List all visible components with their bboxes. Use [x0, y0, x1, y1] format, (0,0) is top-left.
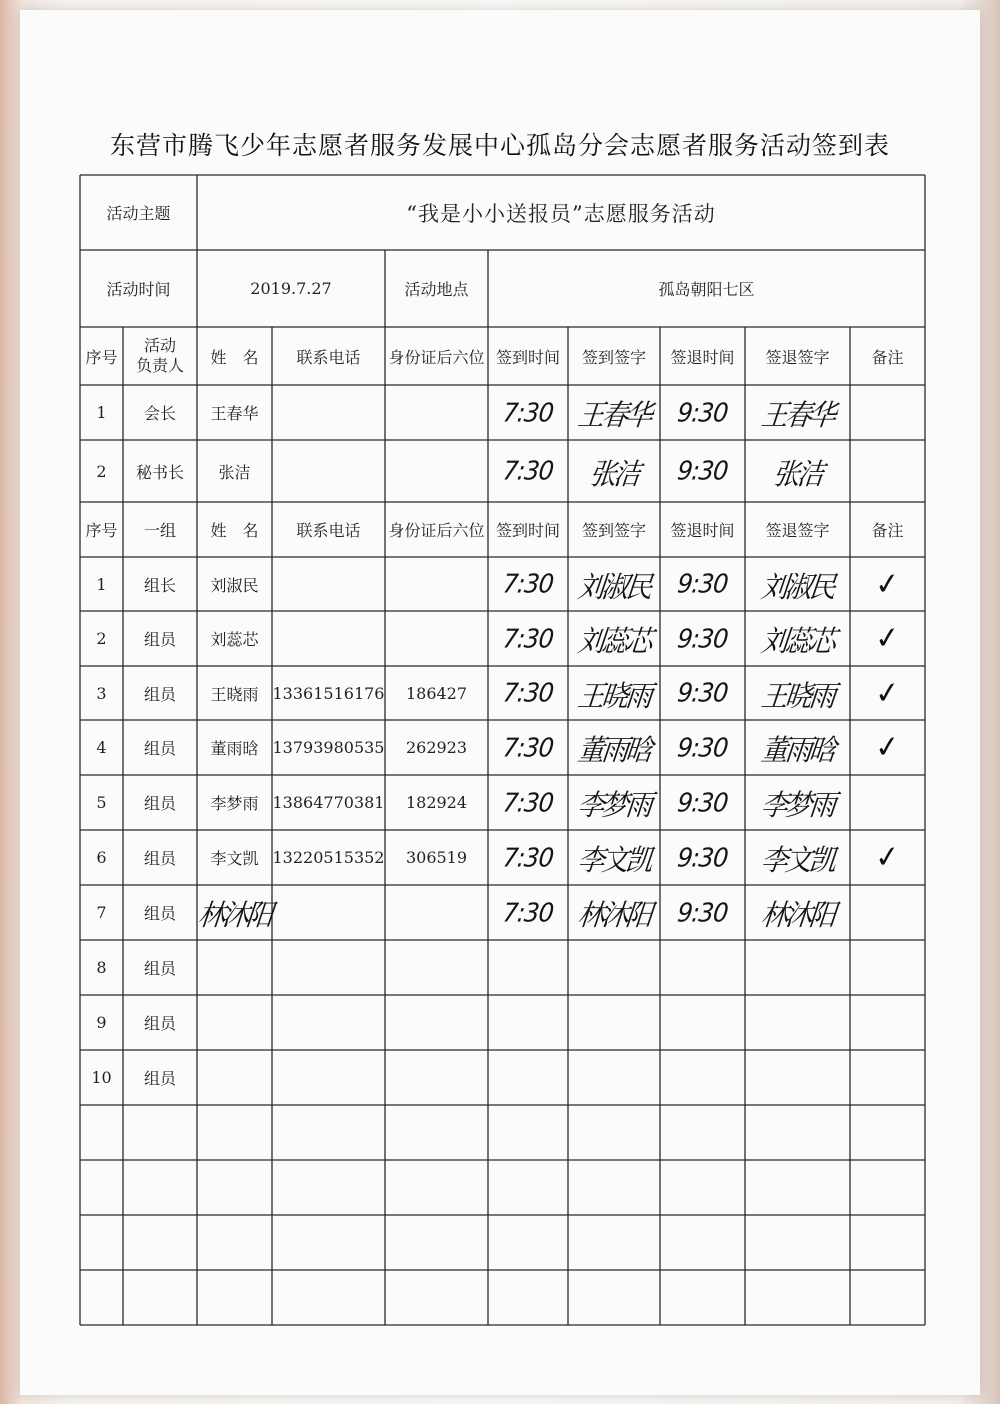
member-sign-out-signature: [742, 1158, 853, 1217]
member-sign-in-signature: [565, 1158, 663, 1217]
member-role: 组员: [143, 959, 176, 978]
member-sign-in-time: [485, 1158, 571, 1217]
member-sign-in-time: 7:30: [501, 623, 555, 654]
member-sign-out-time: 9:30: [675, 732, 730, 763]
member-id-last-six: [385, 1160, 488, 1215]
member-phone: 13361516176: [272, 683, 385, 703]
member-sign-out-time: 9:30: [675, 568, 730, 600]
member-sign-out-signature: [742, 1048, 853, 1107]
theme-label: 活动主题: [106, 204, 171, 223]
place-value: 孤岛朝阳七区: [658, 280, 755, 299]
group-header-name: 姓 名: [210, 521, 259, 540]
member-sign-in-time: [485, 993, 571, 1052]
member-no: 2: [96, 629, 107, 648]
leader-header-id-last-six: 身份证后六位: [388, 347, 485, 367]
member-sign-in-signature: [565, 1048, 663, 1107]
member-sign-in-signature: 董雨晗: [575, 734, 652, 768]
member-sign-out-signature: [742, 993, 853, 1052]
member-name: [197, 1270, 272, 1325]
group-header-role: 一组: [143, 521, 176, 540]
group-header-sign-out-time: 签退时间: [670, 521, 735, 540]
leader-id-last-six: [385, 385, 488, 440]
member-name: 刘淑民: [210, 575, 259, 595]
leader-role: 秘书长: [135, 462, 184, 482]
member-phone: [272, 557, 385, 611]
member-id-last-six: 262923: [405, 738, 468, 757]
member-role: [123, 1215, 197, 1270]
member-phone: [272, 1160, 385, 1215]
member-name: [197, 1215, 272, 1270]
member-phone: [272, 611, 385, 666]
member-name: 王晓雨: [210, 684, 259, 704]
leader-header-note: 备注: [871, 347, 904, 367]
member-role: 组员: [143, 630, 176, 649]
page-title: 东营市腾飞少年志愿者服务发展中心孤岛分会志愿者服务活动签到表: [109, 131, 890, 160]
group-header-sign-in-time: 签到时间: [495, 521, 560, 540]
leader-sign-out-time: 9:30: [675, 397, 730, 428]
member-sign-in-signature: 王晓雨: [575, 679, 652, 713]
member-note: ✓: [873, 728, 902, 767]
member-sign-out-signature: [742, 1213, 853, 1272]
group-header-id-last-six: 身份证后六位: [388, 521, 485, 540]
time-label: 活动时间: [106, 280, 171, 299]
group-header-phone: 联系电话: [296, 521, 361, 540]
member-id-last-six: [385, 1105, 488, 1160]
member-sign-out-signature: 董雨晗: [759, 734, 835, 768]
member-sign-in-signature: [565, 1268, 663, 1327]
member-sign-in-signature: 刘蕊芯: [575, 625, 652, 659]
member-sign-in-signature: 李梦雨: [575, 789, 652, 823]
leader-header-name: 姓 名: [210, 347, 259, 367]
theme-value: “我是小小送报员”志愿服务活动: [406, 201, 716, 226]
member-role: 组员: [143, 849, 176, 868]
member-id-last-six: [385, 885, 488, 940]
member-note: [847, 991, 927, 1054]
member-sign-in-time: 7:30: [501, 842, 555, 873]
member-name: [197, 1105, 272, 1160]
group-header-sign-in-signature: 签到签字: [581, 521, 646, 540]
member-note: [847, 1046, 927, 1109]
member-id-last-six: [385, 611, 488, 666]
member-phone: 13864770381: [272, 793, 385, 812]
member-note: [847, 1101, 927, 1164]
leader-sign-out-signature: 张洁: [771, 457, 823, 491]
member-sign-in-time: 7:30: [501, 787, 555, 818]
member-note: ✓: [873, 619, 902, 658]
member-no: 7: [96, 903, 107, 922]
member-note: [847, 936, 927, 999]
member-id-last-six: [385, 557, 488, 611]
member-no: 3: [96, 683, 107, 703]
member-no: [80, 1105, 123, 1160]
member-note: [847, 1266, 927, 1329]
member-no: 4: [96, 738, 107, 757]
member-phone: [272, 1215, 385, 1270]
member-no: [80, 1270, 123, 1325]
member-sign-out-signature: 刘淑民: [759, 570, 835, 604]
member-sign-out-time: [657, 1213, 748, 1272]
member-sign-in-time: 7:30: [501, 732, 555, 763]
leader-sign-out-signature: 王春华: [759, 399, 835, 433]
member-role: [123, 1105, 197, 1160]
leader-header-sign-out-time: 签退时间: [670, 347, 735, 367]
group-header-no: 序号: [85, 521, 118, 540]
member-no: 8: [96, 958, 107, 977]
leader-phone: [272, 385, 385, 440]
member-sign-out-signature: 刘蕊芯: [759, 625, 835, 659]
member-sign-out-signature: [742, 1103, 853, 1162]
leader-sign-in-time: 7:30: [501, 397, 555, 428]
leader-sign-in-signature: 张洁: [587, 457, 640, 491]
leader-role: 会长: [143, 404, 176, 423]
member-sign-out-time: 9:30: [675, 787, 730, 818]
member-name: [197, 1050, 272, 1105]
member-sign-out-time: 9:30: [675, 677, 730, 709]
member-note: ✓: [873, 674, 902, 712]
member-note: [847, 1211, 927, 1274]
member-id-last-six: 306519: [405, 848, 468, 867]
member-phone: [272, 1050, 385, 1105]
member-no: 10: [91, 1068, 112, 1087]
leader-header-role: 活动 负责人: [135, 336, 184, 375]
leader-no: 2: [96, 461, 107, 481]
member-sign-out-time: [657, 993, 748, 1052]
time-value: 2019.7.27: [250, 279, 332, 298]
member-phone: 13220515352: [272, 848, 385, 867]
member-id-last-six: [385, 995, 488, 1050]
leader-header-sign-in-signature: 签到签字: [581, 347, 646, 367]
member-sign-in-signature: 刘淑民: [575, 570, 652, 604]
member-no: 1: [96, 574, 107, 594]
leader-name: 王春华: [210, 404, 259, 423]
member-no: [80, 1160, 123, 1215]
member-sign-out-signature: 林沐阳: [759, 899, 835, 933]
member-sign-in-time: [485, 1268, 571, 1327]
member-name: [197, 940, 272, 995]
group-header-sign-out-signature: 签退签字: [765, 521, 830, 540]
member-name: 董雨晗: [210, 739, 259, 758]
leader-sign-in-signature: 王春华: [575, 399, 652, 433]
member-sign-in-signature: 李文凯: [575, 844, 652, 878]
member-id-last-six: [385, 1215, 488, 1270]
member-note: [847, 881, 927, 944]
member-role: 组员: [143, 1014, 176, 1033]
leader-phone: [272, 440, 385, 502]
member-sign-out-signature: 李梦雨: [759, 789, 835, 823]
member-id-last-six: 182924: [405, 793, 468, 812]
member-note: [847, 771, 927, 834]
member-role: 组员: [143, 684, 176, 704]
member-name: 李梦雨: [210, 794, 259, 813]
member-sign-in-time: 7:30: [501, 677, 555, 709]
member-note: ✓: [873, 565, 902, 603]
member-phone: [272, 885, 385, 940]
member-note: [847, 1156, 927, 1219]
member-role: 组长: [143, 575, 176, 595]
member-no: 5: [96, 793, 107, 812]
member-role: [123, 1270, 197, 1325]
member-no: 9: [96, 1013, 107, 1032]
member-phone: [272, 995, 385, 1050]
member-sign-in-signature: 林沐阳: [575, 899, 652, 933]
member-name: 李文凯: [210, 849, 259, 868]
member-phone: [272, 1270, 385, 1325]
member-id-last-six: [385, 1270, 488, 1325]
member-phone: [272, 940, 385, 995]
member-sign-in-time: [485, 1103, 571, 1162]
member-sign-in-time: [485, 1213, 571, 1272]
leader-note: [847, 381, 927, 444]
member-role: [123, 1160, 197, 1215]
member-sign-out-signature: [742, 938, 853, 997]
member-sign-out-signature: 王晓雨: [759, 679, 835, 713]
member-name: [197, 995, 272, 1050]
member-sign-out-time: [657, 1103, 748, 1162]
member-sign-out-time: [657, 1158, 748, 1217]
leader-note: [847, 436, 928, 506]
leader-no: 1: [96, 403, 107, 422]
member-name: 林沐阳: [196, 899, 272, 933]
member-sign-out-time: [657, 1048, 748, 1107]
member-sign-out-time: 9:30: [675, 842, 730, 873]
member-sign-in-signature: [565, 1213, 663, 1272]
member-note: ✓: [873, 838, 902, 877]
member-sign-in-time: [485, 1048, 571, 1107]
member-sign-out-time: 9:30: [675, 897, 730, 928]
member-sign-out-time: [657, 938, 748, 997]
leader-sign-out-time: 9:30: [675, 455, 730, 487]
member-no: 6: [96, 848, 107, 867]
leader-header-sign-in-time: 签到时间: [495, 347, 560, 367]
member-sign-in-time: 7:30: [501, 568, 555, 600]
member-sign-out-signature: 李文凯: [759, 844, 835, 878]
member-name: 刘蕊芯: [210, 630, 259, 649]
member-name: [197, 1160, 272, 1215]
member-id-last-six: 186427: [405, 683, 468, 703]
place-label: 活动地点: [404, 280, 469, 299]
member-role: 组员: [143, 904, 176, 923]
member-role: 组员: [143, 794, 176, 813]
member-sign-out-signature: [742, 1268, 853, 1327]
member-id-last-six: [385, 1050, 488, 1105]
leader-header-sign-out-signature: 签退签字: [765, 347, 830, 367]
member-role: 组员: [143, 739, 176, 758]
member-phone: [272, 1105, 385, 1160]
member-sign-in-signature: [565, 993, 663, 1052]
leader-header-phone: 联系电话: [296, 347, 361, 367]
member-role: 组员: [143, 1069, 176, 1088]
member-sign-in-signature: [565, 938, 663, 997]
leader-header-no: 序号: [85, 347, 118, 367]
member-id-last-six: [385, 940, 488, 995]
member-sign-out-time: 9:30: [675, 623, 730, 654]
leader-sign-in-time: 7:30: [501, 455, 555, 487]
member-sign-out-time: [657, 1268, 748, 1327]
member-phone: 13793980535: [272, 738, 385, 757]
member-no: [80, 1215, 123, 1270]
member-sign-in-time: 7:30: [501, 897, 555, 928]
leader-id-last-six: [385, 440, 488, 502]
member-sign-in-time: [485, 938, 571, 997]
member-sign-in-signature: [565, 1103, 663, 1162]
leader-name: 张洁: [218, 462, 251, 482]
group-header-note: 备注: [871, 521, 904, 540]
